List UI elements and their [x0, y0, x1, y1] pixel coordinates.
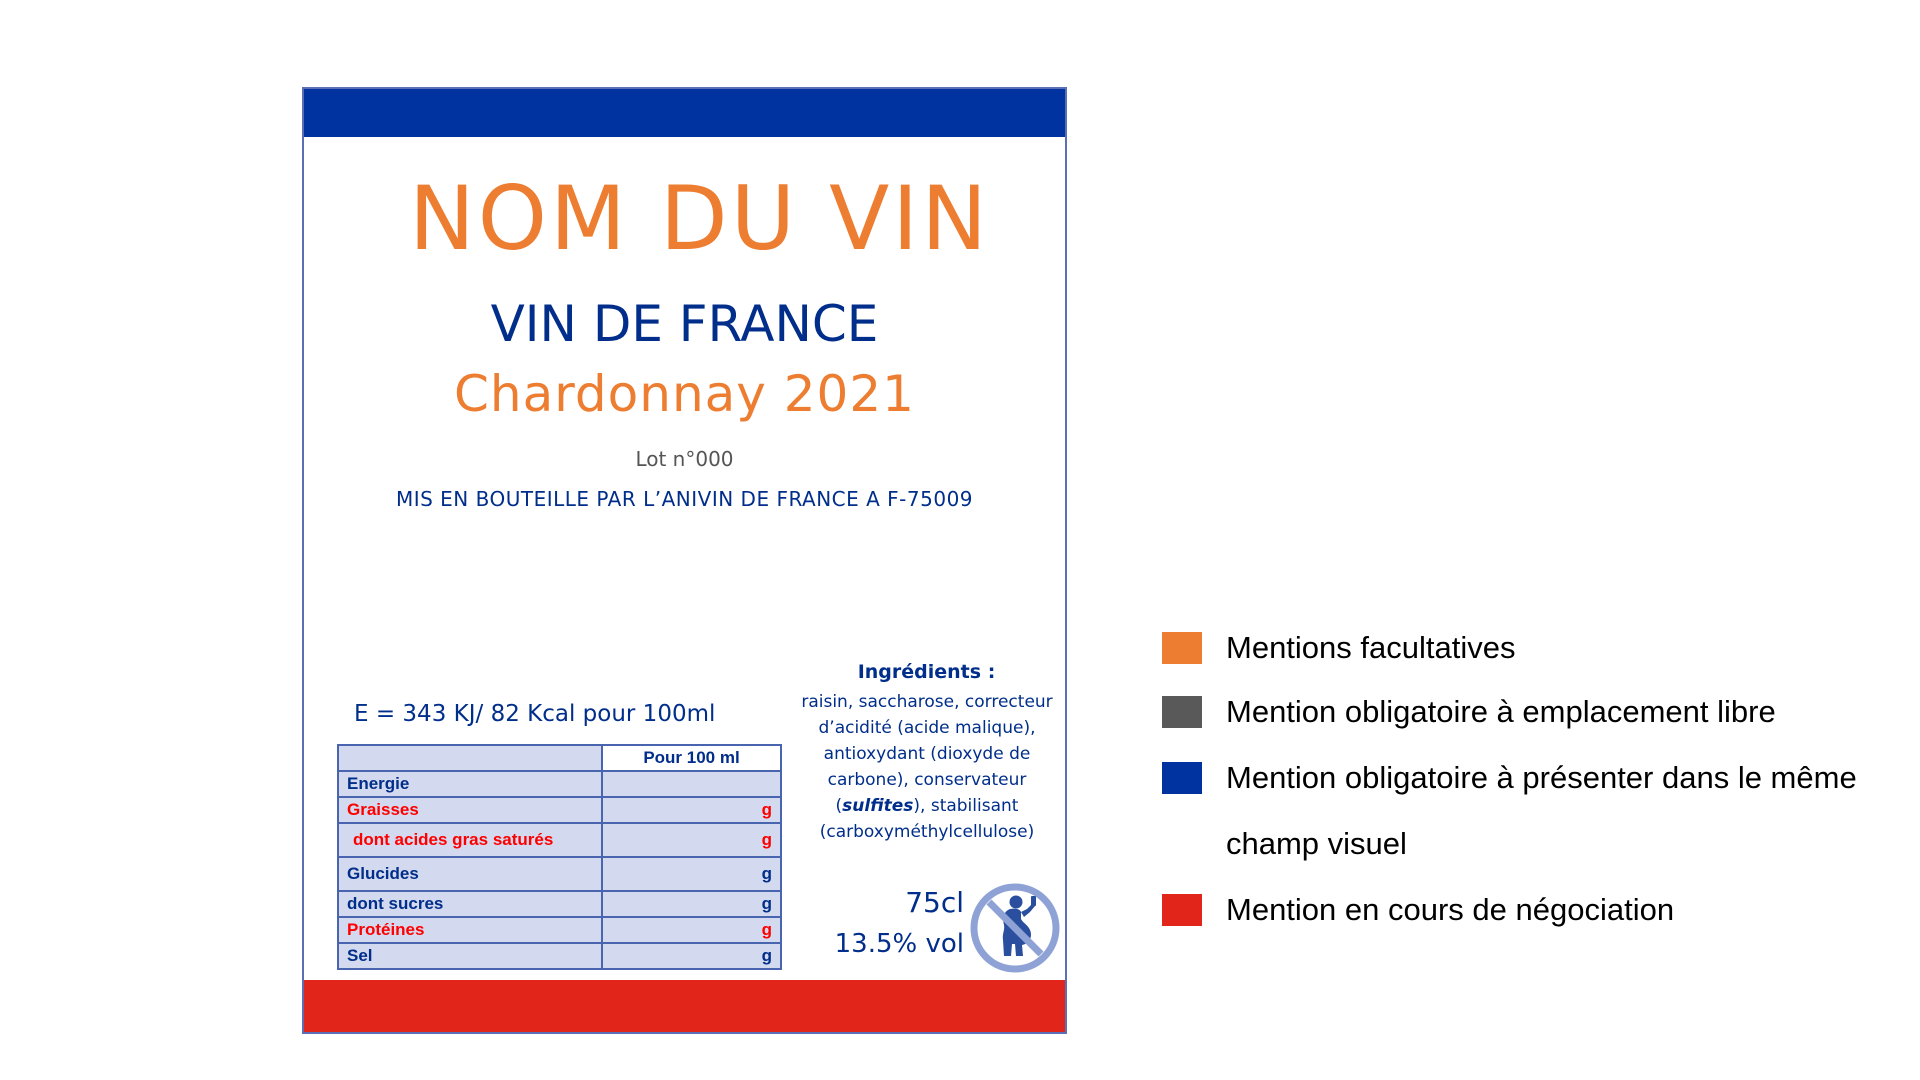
nutrition-name: Graisses [338, 797, 602, 823]
nutrition-header: Pour 100 ml [602, 745, 781, 771]
grape-variety-vintage: Chardonnay 2021 [454, 365, 915, 423]
nutrition-header-row [338, 745, 781, 771]
nutrition-table [337, 744, 782, 970]
alcohol-by-volume: 13.5% vol [834, 929, 964, 959]
wine-label [302, 87, 1067, 1034]
nutrition-unit: g [602, 891, 781, 917]
nutrition-name: Protéines [338, 917, 602, 943]
lot-number: Lot n°000 [635, 447, 734, 471]
legend-swatch-orange [1162, 632, 1202, 664]
nutrition-row [338, 857, 781, 891]
energy-value: E = 343 KJ/ 82 Kcal pour 100ml [354, 701, 716, 727]
legend-text: Mention en cours de négociation [1226, 892, 1675, 927]
nutrition-unit: g [602, 823, 781, 857]
nutrition-header-blank [338, 745, 602, 771]
nutrition-row [338, 797, 781, 823]
pregnancy-warning-icon [969, 882, 1061, 974]
label-bottom-band [304, 980, 1065, 1032]
legend-swatch-grey [1162, 696, 1202, 728]
wine-name-title: NOM DU VIN [408, 167, 991, 270]
ingredients-title: Ingrédients : [857, 661, 996, 683]
nutrition-row [338, 823, 781, 857]
nutrition-name: dont sucres [338, 891, 602, 917]
legend-text: Mentions facultatives [1226, 630, 1516, 665]
nutrition-unit: g [602, 917, 781, 943]
nutrition-unit: g [602, 857, 781, 891]
nutrition-row [338, 771, 781, 797]
legend-swatch-red [1162, 894, 1202, 926]
nutrition-name: Glucides [338, 857, 602, 891]
label-top-band [304, 89, 1065, 137]
nutrition-row [338, 917, 781, 943]
nutrition-row [338, 943, 781, 969]
volume-value: 75cl [905, 886, 964, 919]
nutrition-unit: g [602, 943, 781, 969]
nutrition-name: Sel [338, 943, 602, 969]
legend-text: Mention obligatoire à présenter dans le même [1226, 760, 1857, 795]
ingredients-allergen: sulfites [842, 796, 914, 816]
ingredients-text-end: ), stabilisant (carboxyméthylcellulose) [819, 796, 1035, 842]
nutrition-name: Energie [338, 771, 602, 797]
nutrition-name: dont acides gras saturés [338, 823, 602, 857]
bottler-statement: MIS EN BOUTEILLE PAR L’ANIVIN DE FRANCE A F-75009 [395, 487, 974, 511]
legend-text-continued: champ visuel [1226, 826, 1407, 861]
legend-swatch-blue [1162, 762, 1202, 794]
nutrition-row [338, 891, 781, 917]
legend-text: Mention obligatoire à emplacement libre [1226, 694, 1776, 729]
ingredients-text-start: raisin, saccharose, correcteur d’acidité (acide malique), antioxydant (dioxyde de carbone), conservateur ( [801, 692, 1053, 816]
nutrition-unit: g [602, 797, 781, 823]
wine-category: VIN DE FRANCE [490, 295, 879, 353]
nutrition-unit [602, 771, 781, 797]
ingredients-list [792, 689, 1062, 845]
